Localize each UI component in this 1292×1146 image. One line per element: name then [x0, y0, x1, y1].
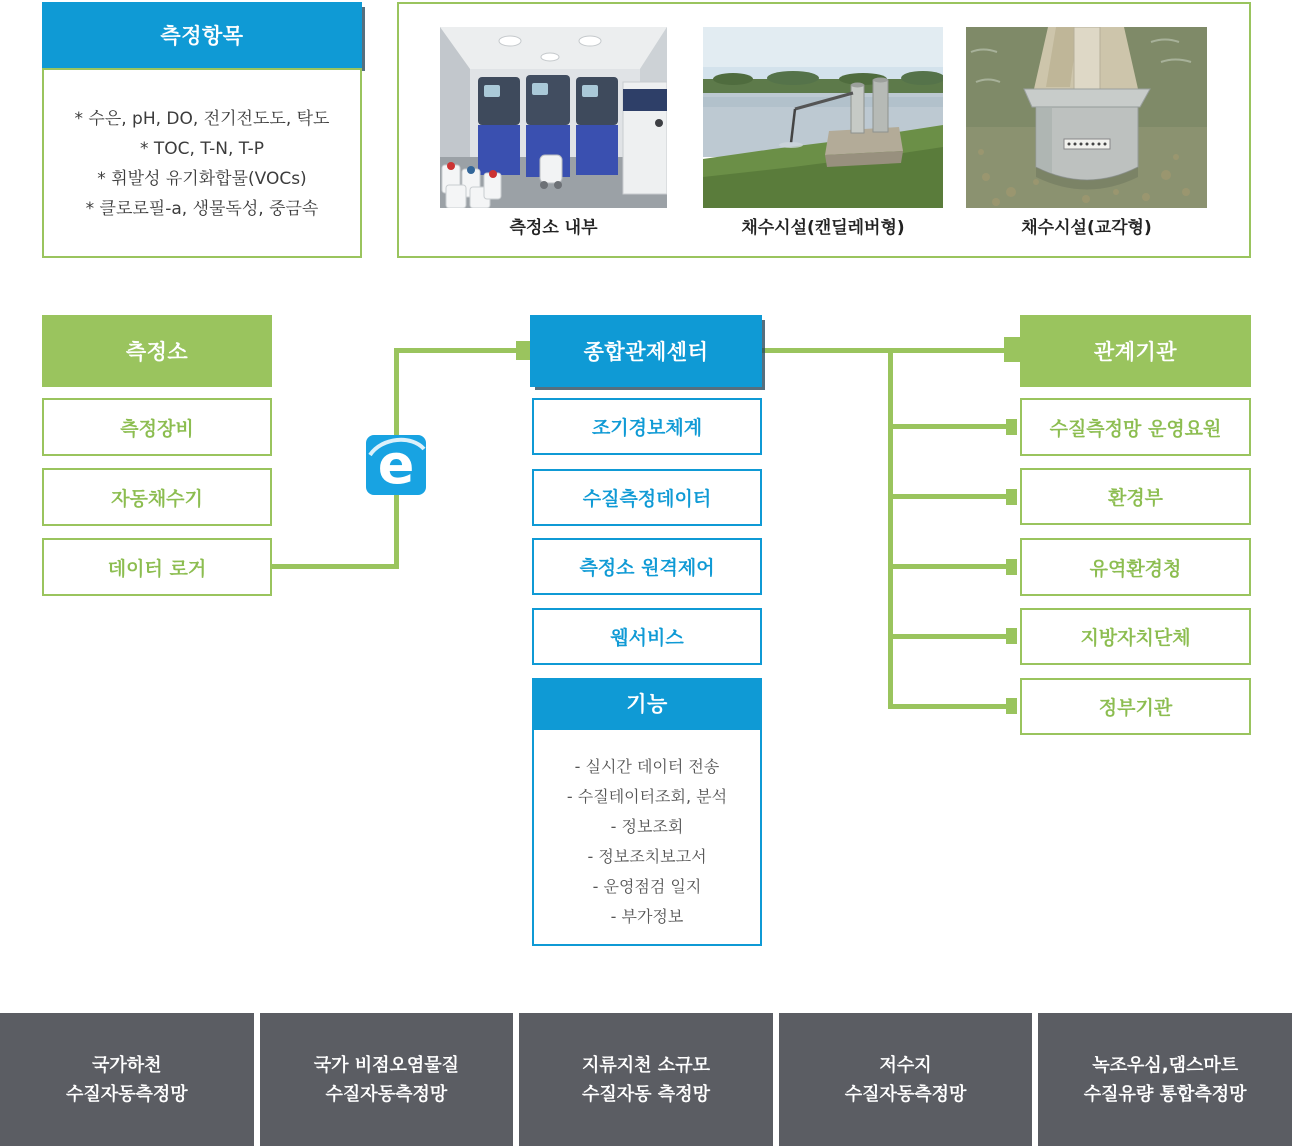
connector-tab-control-center: [516, 341, 530, 360]
connector-tab: [1006, 489, 1017, 505]
photos-panel: [397, 2, 1251, 258]
agency-item-label: 지방자치단체: [1080, 627, 1191, 649]
control-center-title: 종합관제센터: [583, 340, 709, 364]
connector-datalogger-horizontal: [272, 564, 397, 569]
connector-tab: [1006, 559, 1017, 575]
control-center-header: [530, 315, 762, 387]
connector-tab: [1006, 698, 1017, 714]
measurement-item: * 클로로필-a, 생물독성, 중금속: [85, 199, 319, 219]
station-item-label: 자동채수기: [111, 487, 203, 510]
agency-item-label: 환경부: [1107, 487, 1164, 509]
station-item-label: 측정장비: [120, 417, 194, 440]
network-label-line1: 국가 비점오염물질: [313, 1054, 460, 1076]
connector-branch: [888, 704, 1006, 709]
function-item: - 운영점검 일지: [592, 877, 702, 896]
photo-caption: 채수시설(교각형): [1021, 218, 1152, 238]
control-center-item-data: [532, 469, 762, 526]
network-box-reservoir: [779, 1013, 1033, 1146]
connector-branch: [888, 634, 1006, 639]
agency-item-gov: [1020, 678, 1251, 735]
measurement-item: * TOC, T-N, T-P: [139, 139, 265, 159]
measurement-item: * 수은, pH, DO, 전기전도도, 탁도: [74, 109, 330, 129]
connector-branch: [888, 494, 1006, 499]
station-title: 측정소: [125, 340, 189, 364]
functions-panel: [532, 728, 762, 946]
measurement-items-panel: [42, 68, 362, 258]
photo-station-interior: [440, 27, 667, 208]
network-label-line2: 수질자동측정망: [844, 1083, 967, 1105]
photo-sampling-pier: [966, 27, 1207, 208]
station-item-equipment: [42, 398, 272, 456]
agency-item-basin-office: [1020, 538, 1251, 596]
agency-item-ministry: [1020, 468, 1251, 525]
photo-caption: 측정소 내부: [509, 218, 598, 238]
measurement-item: * 휘발성 유기화합물(VOCs): [97, 169, 307, 189]
cantilever-illustration: [703, 27, 943, 208]
station-item-label: 데이터 로거: [107, 557, 207, 580]
function-item: - 실시간 데이터 전송: [574, 757, 720, 776]
network-label-line1: 저수지: [879, 1054, 932, 1076]
internet-explorer-icon: [364, 433, 428, 497]
network-label-line2: 수질자동측정망: [325, 1083, 448, 1105]
agency-item-local-gov: [1020, 608, 1251, 665]
control-center-item-web: [532, 608, 762, 665]
network-label-line1: 국가하천: [92, 1054, 162, 1076]
network-label-line2: 수질자동 측정망: [581, 1083, 710, 1105]
agency-item-label: 정부기관: [1098, 697, 1173, 719]
network-label-line2: 수질자동측정망: [65, 1083, 188, 1105]
network-label-line1: 지류지천 소규모: [581, 1054, 710, 1076]
agencies-header: [1020, 315, 1251, 387]
connector-trunk-vertical: [888, 348, 893, 709]
station-header: [42, 315, 272, 387]
network-box-algae-dam: [1038, 1013, 1292, 1146]
functions-header: [532, 678, 762, 728]
connector-tab: [1006, 628, 1017, 644]
functions-title: 기능: [626, 692, 668, 716]
connector-control-to-agencies: [762, 348, 1006, 353]
function-item: - 정보조회: [610, 817, 684, 836]
connector-tab-agencies: [1004, 337, 1021, 362]
agencies-title: 관계기관: [1093, 340, 1178, 364]
network-row: [0, 1013, 1292, 1146]
connector-branch: [888, 424, 1006, 429]
station-interior-illustration: [440, 27, 667, 208]
control-center-item-label: 조기경보체계: [591, 417, 703, 439]
network-label-line2: 수질유량 통합측정망: [1083, 1083, 1247, 1105]
photo-caption: 채수시설(캔딜레버형): [741, 218, 905, 238]
network-box-nonpoint: [260, 1013, 514, 1146]
agency-item-label: 유역환경청: [1089, 557, 1182, 580]
measurement-items-title: 측정항목: [160, 24, 244, 48]
network-box-tributary: [519, 1013, 773, 1146]
connector-to-control-center: [394, 348, 516, 353]
connector-tab: [1006, 419, 1017, 435]
control-center-item-label: 웹서비스: [610, 627, 684, 649]
control-center-item-early-warning: [532, 398, 762, 455]
control-center-item-remote: [532, 538, 762, 595]
station-item-datalogger: [42, 538, 272, 596]
control-center-item-label: 측정소 원격제어: [579, 557, 715, 579]
network-label-line1: 녹조우심,댐스마트: [1092, 1054, 1239, 1076]
network-box-national-river: [0, 1013, 254, 1146]
photo-sampling-cantilever: [703, 27, 943, 208]
agency-item-label: 수질측정망 운영요원: [1049, 417, 1222, 440]
function-item: - 정보조치보고서: [587, 847, 707, 866]
control-center-item-label: 수질측정데이터: [582, 488, 712, 510]
svg-text:e: e: [377, 433, 415, 496]
agency-item-operators: [1020, 398, 1251, 456]
function-item: - 부가정보: [610, 907, 684, 926]
pier-illustration: [966, 27, 1207, 208]
station-item-autosampler: [42, 468, 272, 526]
function-item: - 수질테이터조회, 분석: [566, 787, 728, 806]
measurement-items-header: [42, 2, 362, 68]
connector-branch: [888, 564, 1006, 569]
